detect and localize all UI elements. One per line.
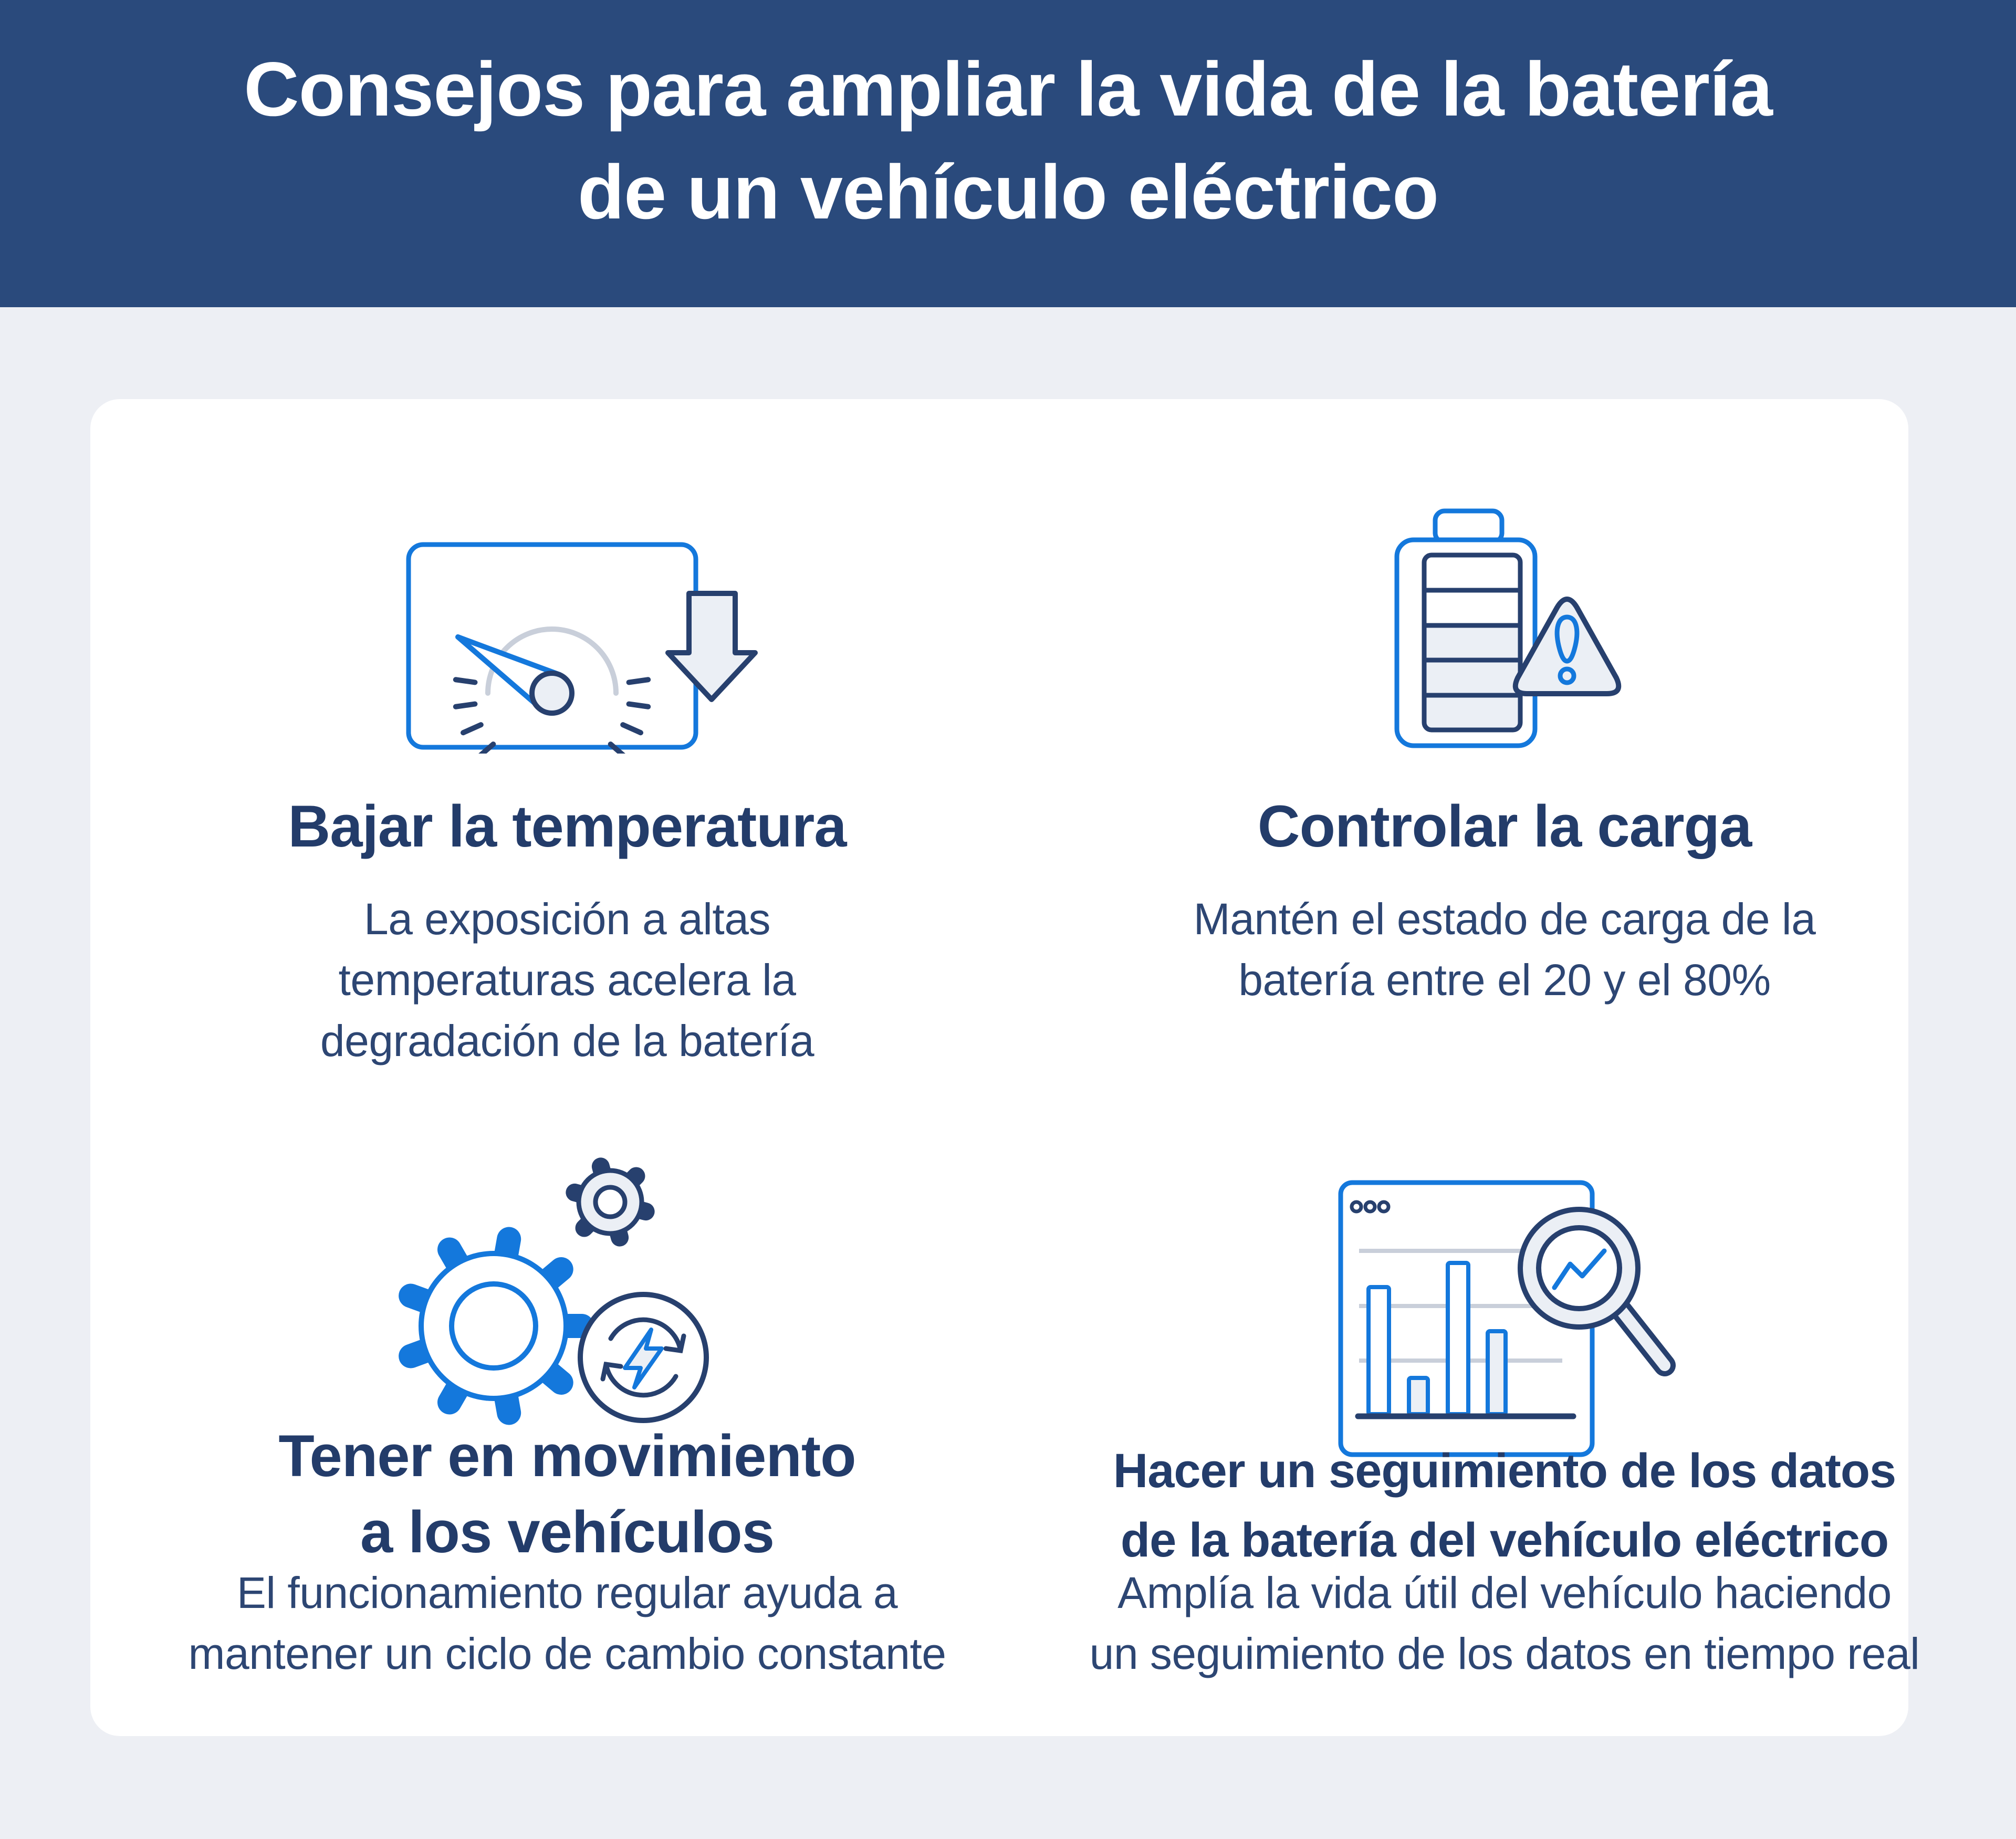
section-title-line: Tener en movimiento [278,1423,856,1489]
section-body [173,1562,961,1684]
header-banner [0,0,2016,307]
section-title-line: Hacer un seguimiento de los datos [1113,1444,1896,1498]
section-title [1042,1436,1967,1575]
section-body-line: temperaturas acelera la [338,955,796,1005]
section-body-line: Amplía la vida útil del vehículo haciendo [1117,1568,1892,1617]
section-body [1042,889,1967,1010]
speedometer-down-arrow-icon [404,533,761,754]
section-body-line: un seguimiento de los datos en tiempo real [1089,1629,1920,1678]
battery-warning-icon [1392,507,1633,754]
section-lower-temperature [173,504,961,1103]
section-body-line: El funcionamiento regular ayuda a [236,1568,898,1617]
section-track-battery-data [1042,1124,1967,1785]
page-title-line-1: Consejos para ampliar la vida de la batería [244,46,1772,132]
section-body-line: mantener un ciclo de cambio constante [188,1629,946,1678]
section-control-charge [1042,504,1967,1103]
section-title-line: Bajar la temperatura [288,793,847,859]
page-title [0,38,2016,244]
page-title-line-2: de un vehículo eléctrico [577,149,1439,235]
section-title [1042,788,1967,865]
section-title-line: de la batería del vehículo eléctrico [1120,1513,1889,1567]
dashboard-magnifier-icon [1331,1176,1678,1460]
section-title-line: Controlar la carga [1257,793,1752,859]
gears-recharge-cycle-icon [389,1145,725,1439]
section-title-line: a los vehículos [360,1499,774,1565]
section-title [173,788,961,865]
section-body-line: degradación de la batería [320,1016,814,1065]
section-body-line: Mantén el estado de carga de la [1193,894,1816,944]
section-body [173,889,961,1071]
section-body [1042,1562,1967,1684]
section-title [173,1418,961,1570]
section-body-line: batería entre el 20 y el 80% [1238,955,1771,1005]
section-body-line: La exposición a altas [363,894,770,944]
section-keep-vehicles-moving [173,1124,961,1785]
